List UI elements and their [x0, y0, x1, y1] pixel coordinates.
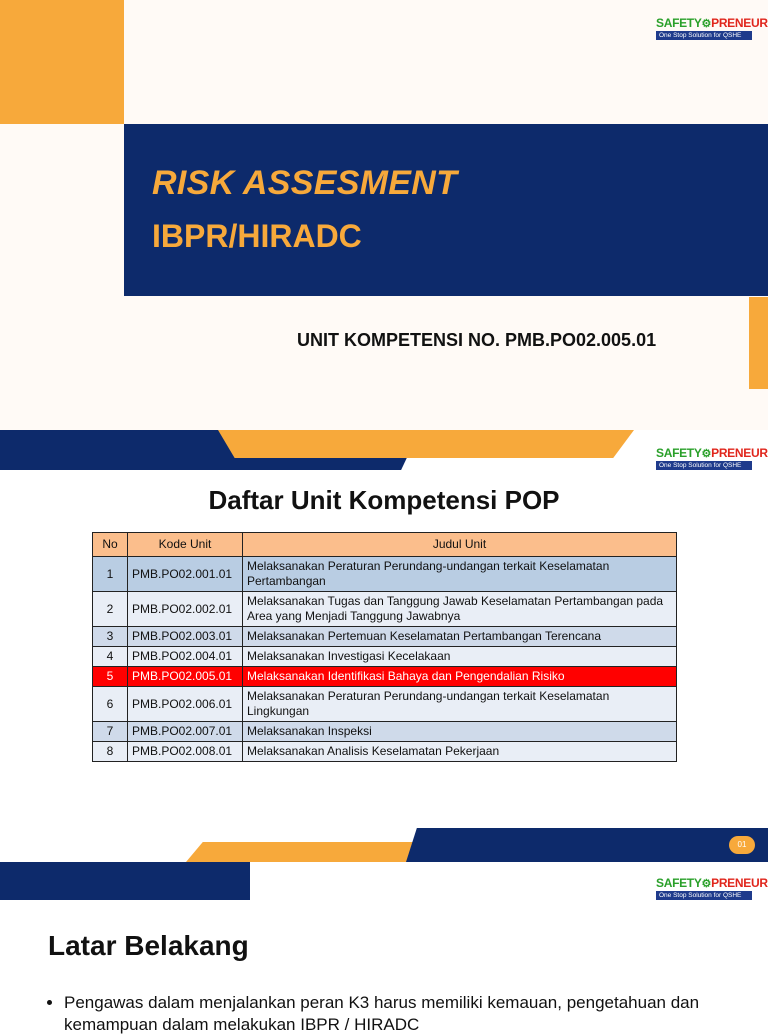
table-row	[93, 557, 677, 592]
orange-corner-block	[0, 0, 124, 124]
cell-judul: Melaksanakan Inspeksi	[243, 722, 677, 742]
title-line-1: RISK ASSESMENT	[152, 164, 458, 202]
table-row	[93, 627, 677, 647]
cell-no: 8	[93, 742, 128, 762]
cover-slide	[0, 0, 768, 430]
slide-heading: Daftar Unit Kompetensi POP	[208, 485, 560, 515]
table-row	[93, 742, 677, 762]
cell-no: 6	[93, 687, 128, 722]
safetypreneur-logo: SAFETY⚙PRENEUR One Stop Solution for QSHE	[656, 446, 768, 469]
cell-judul: Melaksanakan Analisis Keselamatan Pekerjaan	[243, 742, 677, 762]
slide-heading: Latar Belakang	[48, 930, 249, 961]
gear-icon: ⚙	[701, 18, 712, 30]
table-row	[93, 647, 677, 667]
cell-no: 1	[93, 557, 128, 592]
table-row	[93, 592, 677, 627]
cell-judul: Melaksanakan Peraturan Perundang-undangan terkait Keselamatan Lingkungan	[243, 687, 677, 722]
table-row	[93, 722, 677, 742]
table-row	[93, 687, 677, 722]
orange-side-bar	[749, 297, 768, 389]
title-line-2: IBPR/HIRADC	[152, 218, 362, 254]
cell-judul: Melaksanakan Investigasi Kecelakaan	[243, 647, 677, 667]
bullet-item: • Pengawas dalam menjalankan peran K3 harus memiliki kemauan, pengetahuan dan kemampuan dalam melakukan IBPR / HIRADC	[64, 992, 744, 1036]
cell-kode: PMB.PO02.003.01	[128, 627, 243, 647]
gear-icon: ⚙	[701, 448, 712, 460]
cell-no: 3	[93, 627, 128, 647]
cell-judul: Melaksanakan Pertemuan Keselamatan Pertambangan Terencana	[243, 627, 677, 647]
cell-kode: PMB.PO02.004.01	[128, 647, 243, 667]
cell-no: 5	[93, 667, 128, 687]
cell-kode: PMB.PO02.001.01	[128, 557, 243, 592]
safetypreneur-logo: SAFETY⚙PRENEUR One Stop Solution for QSHE	[656, 876, 768, 899]
column-header-judul: Judul Unit	[243, 533, 677, 557]
orange-header-stripe	[218, 430, 634, 458]
column-header-no: No	[93, 533, 128, 557]
cell-judul: Melaksanakan Tugas dan Tanggung Jawab Keselamatan Pertambangan pada Area yang Menjadi Tanggung Jawabnya	[243, 592, 677, 627]
cell-kode: PMB.PO02.007.01	[128, 722, 243, 742]
cell-kode: PMB.PO02.008.01	[128, 742, 243, 762]
column-header-kode: Kode Unit	[128, 533, 243, 557]
table-header-row	[93, 533, 677, 557]
competency-table	[92, 532, 677, 762]
navy-header-stripe	[0, 862, 250, 900]
cell-kode: PMB.PO02.005.01	[128, 667, 243, 687]
cell-judul: Melaksanakan Peraturan Perundang-undangan terkait Keselamatan Pertambangan	[243, 557, 677, 592]
cell-no: 2	[93, 592, 128, 627]
background-slide	[0, 862, 768, 1034]
table-row-highlighted	[93, 667, 677, 687]
cell-judul: Melaksanakan Identifikasi Bahaya dan Pengendalian Risiko	[243, 667, 677, 687]
navy-footer-stripe	[406, 828, 768, 862]
cell-kode: PMB.PO02.006.01	[128, 687, 243, 722]
safetypreneur-logo: SAFETY⚙PRENEUR One Stop Solution for QSHE	[656, 16, 768, 39]
bullet-list	[46, 992, 744, 1036]
cell-kode: PMB.PO02.002.01	[128, 592, 243, 627]
unit-label: UNIT KOMPETENSI NO. PMB.PO02.005.01	[297, 330, 657, 350]
title-banner	[124, 124, 768, 296]
cell-no: 7	[93, 722, 128, 742]
gear-icon: ⚙	[701, 878, 712, 890]
page-number-badge: 01	[729, 836, 755, 854]
competency-list-slide	[0, 430, 768, 862]
cell-no: 4	[93, 647, 128, 667]
